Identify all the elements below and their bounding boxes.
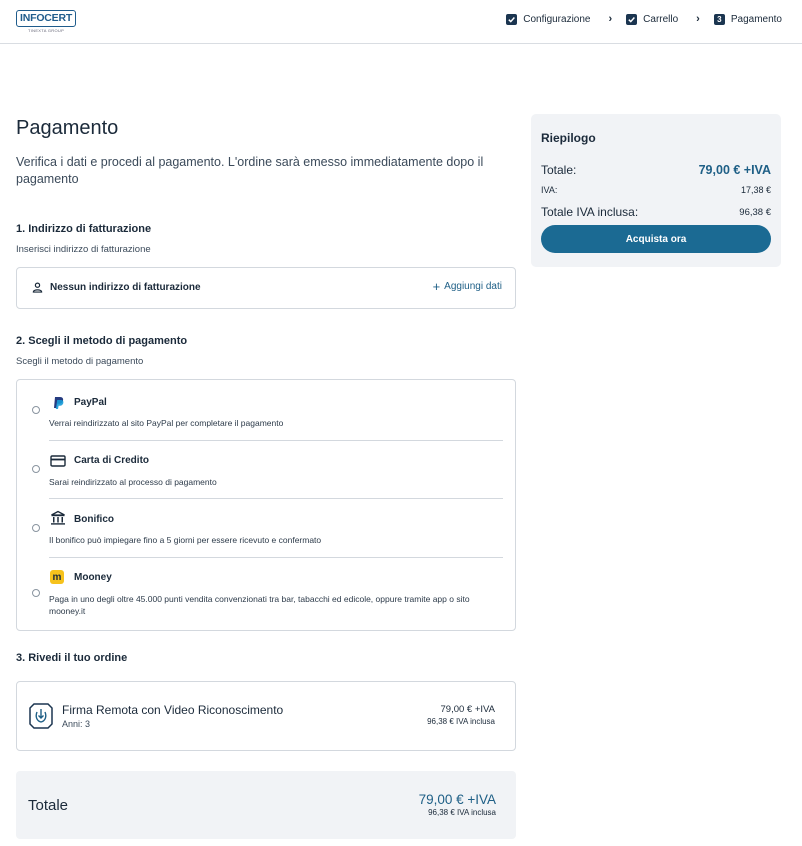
logo-text: INFOCERT: [16, 10, 76, 27]
check-icon: [506, 14, 517, 25]
step-label: Configurazione: [523, 13, 591, 25]
user-icon: [32, 282, 43, 293]
product-name: Firma Remota con Video Riconoscimento: [62, 703, 284, 717]
add-billing-data-label: Aggiungi dati: [444, 281, 502, 292]
total-value-incl-vat: 96,38 € IVA inclusa: [428, 808, 496, 817]
divider: [49, 498, 503, 499]
summary-row-iva: [541, 185, 771, 197]
checkout-steps: [506, 13, 782, 25]
chevron-right-icon: ›: [608, 13, 613, 25]
add-billing-data-button[interactable]: [432, 278, 502, 294]
bonifico-description: Il bonifico può impiegare fino a 5 giorni per essere ricevuto e confermato: [49, 535, 322, 545]
payment-methods-card: [16, 379, 516, 631]
mooney-icon: m: [50, 570, 64, 584]
step-label: Pagamento: [730, 13, 782, 25]
summary-title: Riepilogo: [541, 131, 596, 145]
review-title: 3. Rivedi il tuo ordine: [16, 652, 128, 664]
summary-total-value: 79,00 € +IVA: [698, 163, 771, 177]
bonifico-radio[interactable]: [32, 524, 40, 532]
summary-iva-label: IVA:: [541, 185, 558, 195]
credit-card-radio[interactable]: [32, 465, 40, 473]
paypal-icon: [50, 395, 66, 411]
page-intro: Verifica i dati e procedi al pagamento. L'ordine sarà emesso immediatamente dopo il pagamento: [16, 155, 484, 186]
summary-total-incl-label: Totale IVA inclusa:: [541, 205, 639, 219]
check-icon: [626, 14, 637, 25]
divider: [49, 557, 503, 558]
step-configurazione[interactable]: [506, 14, 590, 25]
plus-icon: +: [432, 278, 441, 294]
paypal-description: Verrai reindirizzato al sito PayPal per completare il pagamento: [49, 418, 284, 428]
summary-iva-value: 17,38 €: [740, 185, 771, 195]
paypal-radio[interactable]: [32, 406, 40, 414]
product-price-incl-vat: 96,38 € IVA inclusa: [427, 717, 495, 726]
step-number: 3: [714, 14, 725, 25]
summary-total-label: Totale:: [541, 163, 577, 177]
billing-address-card: [16, 267, 516, 309]
product-years: Anni: 3: [62, 719, 91, 729]
step-label: Carrello: [643, 13, 679, 25]
mooney-label: Mooney: [74, 572, 112, 583]
mooney-description: Paga in uno degli oltre 45.000 punti vendita convenzionati tra bar, tabacchi ed edicole, oppure tramite app o sito mooney.it: [49, 594, 470, 616]
bank-icon: [50, 510, 66, 526]
divider: [49, 440, 503, 441]
mooney-radio[interactable]: [32, 589, 40, 597]
top-bar: [0, 0, 802, 44]
product-price: 79,00 € +IVA: [440, 704, 495, 715]
credit-card-icon: [50, 453, 66, 469]
logo-subtext: TINEXTA GROUP: [28, 28, 65, 33]
billing-title: 1. Indirizzo di fatturazione: [16, 223, 152, 235]
order-item-card: [16, 681, 516, 751]
summary-row-total: [541, 163, 771, 179]
no-billing-address-label: Nessun indirizzo di fatturazione: [50, 282, 201, 293]
buy-now-button[interactable]: Acquista ora: [541, 225, 771, 253]
paypal-label: PayPal: [74, 397, 107, 408]
payment-title: 2. Scegli il metodo di pagamento: [16, 335, 188, 347]
chevron-right-icon: ›: [696, 13, 700, 25]
bonifico-label: Bonifico: [74, 514, 114, 525]
credit-card-label: Carta di Credito: [74, 455, 150, 466]
digital-signature-icon: [29, 703, 53, 729]
order-summary-panel: [531, 114, 781, 267]
infocert-logo[interactable]: [16, 10, 72, 34]
billing-subtitle: Inserisci indirizzo di fatturazione: [16, 244, 151, 255]
step-carrello[interactable]: [626, 14, 678, 25]
payment-subtitle: Scegli il metodo di pagamento: [16, 356, 144, 367]
summary-row-total-incl: [541, 205, 771, 221]
total-label: Totale: [28, 797, 69, 814]
summary-total-incl-value: 96,38 €: [739, 207, 771, 218]
credit-card-description: Sarai reindirizzato al processo di pagamento: [49, 477, 217, 487]
page-title: Pagamento: [16, 117, 119, 139]
total-value: 79,00 € +IVA: [418, 792, 496, 807]
order-total-box: [16, 771, 516, 839]
step-pagamento: [714, 14, 782, 25]
